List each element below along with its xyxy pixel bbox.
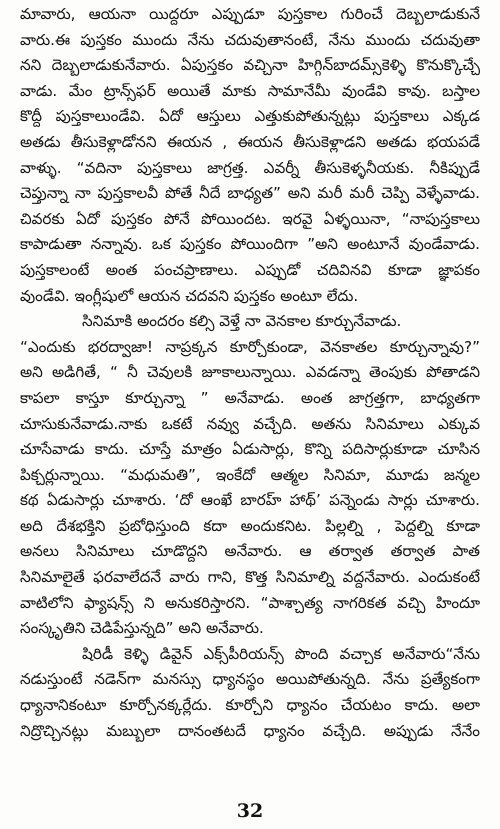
- text-line: చెప్తున్నా నా పుస్తకాలవీ పోతే నీదే బాధ్యత” అని మరీ మరీ చెప్పి వెళ్ళేవాడు.: [20, 184, 480, 203]
- text-line: చివరకు ఏదో పుస్తకం పోనే పోయిందట. ఇరవై ఏళ్ళయినా, “నాపుస్తకాలు: [20, 209, 480, 228]
- text-line: అది దేశభక్తిని ప్రబోధిస్తుంది కదా అందుకనిట. పిల్లల్ని , పెద్దల్ని కూడా: [20, 516, 480, 535]
- paragraph-start-line: షిరిడీ కెళ్ళి డివైన్ ఎక్స్‌పీరియన్స్ పొంది వచ్చాక అనేవారు“నేను: [82, 644, 480, 663]
- text-line: వుండేవి. ఇంగ్లీషులో ఆయన చదవని పుస్తకం అంటూ లేదు.: [20, 286, 359, 305]
- text-line: అని అడిగితే, “ నీ చెవులకి జూకాలున్నాయి. ఎవడన్నా తెంపుకు పోతాడని: [20, 363, 480, 382]
- text-line: మావారు, ఆయనా యిద్దరూ ఎప్పుడూ పుస్తకాల గురించే దెబ్బలాడుకునే: [20, 5, 480, 23]
- text-line: వారు.ఈ పుస్తకం ముందు నేను చదువుతానంటే, నేను ముందు చదువుతా: [20, 30, 480, 49]
- text-line: అనలు సినిమాలు చూడొద్దని అనేవారు. ఆ తర్వాత తర్వాత పాత: [20, 542, 480, 561]
- text-line: చూసేవాడు కాదు. చూస్తే మాత్రం ఏడుసార్లు, కొన్ని పదిసార్లుకూడా చూసిన: [20, 440, 480, 459]
- text-line: పుస్తకాలంటే అంత పంచప్రాణాలు. ఎప్పుడో చదివినవి కూడా జ్ఞాపకం: [20, 260, 480, 279]
- text-line: కొద్దీ పుస్తకాలుండేవి. ఏదో ఆస్తులు ఎత్తుకుపోతున్నట్లు పుస్తకాలు ఎక్కడ: [20, 107, 480, 126]
- text-line: నడుస్తుంటే నడెన్‌గా మనస్సు ధ్యానస్థం అయిపోతున్నది. నేను ప్రత్యేకంగా: [20, 670, 480, 689]
- text-line: ధ్యానానికంటూ కూర్చోనక్కర్లేదు. కూర్చోని ధ్యానం చేయటం కాదు. అలా: [20, 696, 480, 715]
- text-line: వాళ్ళు. “వదినా పుస్తకాలు జాగ్రత్త. ఎవర్నీ తీసుకెళ్ళనీయకు. నీకిప్పుడే: [20, 158, 480, 177]
- text-line: అతడు తీసుకెళ్లాడోనని ఈయన , ఈయన తీసుకెళ్లాడని అతడు భయపడే: [20, 132, 480, 151]
- body-text: [20, 2, 480, 744]
- text-line: వాడు. మేం ట్రాన్స్‌ఫర్ అయితే మాకు సామానేమీ వుండేవి కావు. బస్తాల: [20, 81, 480, 100]
- text-line: సంస్కృతిని చెడిపేస్తున్నది” అని అనేవారు.: [20, 619, 264, 638]
- text-line: కాపాడుతా నన్నావు. ఒక పుస్తకం పోయిందిగా ”అని అంటూనే వుండేవాడు.: [20, 235, 480, 254]
- text-line: “ఎందుకు భరద్వాజా! నాప్రక్కన కూర్చోకుండా, వెనకాతల కూర్చున్నావు?”: [20, 337, 480, 356]
- text-line: కాపలా కాస్తూ కూర్చున్నా ” అనేవాడు. అంత జాగ్రత్తగా, బాధ్యతగా: [20, 388, 480, 407]
- text-line: చూసుకునేవాడు.నాకు ఒకటే నవ్వు వచ్చేది. అతను సినిమాలు ఎక్కువ: [20, 414, 480, 433]
- text-line: పిక్చర్లున్నాయి. “మధుమతి”, ఇంకేదో ఆత్మల సినిమా, మూడు జన్మల: [20, 465, 480, 484]
- text-line: వాటిలోని ఫ్యాషన్స్ ని అనుకరిస్తారని. “పాశ్చాత్య నాగరికత వచ్చి హిందూ: [20, 593, 480, 612]
- paragraph-start-line: సినిమాకి అందరం కల్సి వెళ్తే నా వెనకాల కూర్చునేవాడు.: [82, 312, 402, 331]
- text-line: సినిమాలైతే ఫరవాలేదనే వారు గాని, కొత్త సినిమాల్ని వద్దనేవారు. ఎందుకంటే: [20, 568, 480, 587]
- text-line: నిద్రొచ్చినట్లు మబ్బులా దానంతటదే ధ్యానం వచ్చేది. అప్పుడు నేనేం: [20, 721, 480, 740]
- text-line: నని దెబ్బలాడుకునేవారు. ఏపుస్తకం వచ్చినా హిగ్గిన్‌బాదమ్స్‌కెళ్ళి కొనుక్కొచ్చే: [20, 56, 480, 75]
- page-number: 32: [236, 800, 264, 822]
- text-line: కథ ఏడుసార్లు చూశారు. ‘దో ఆంఖే బారహ్ హాథ్’ పన్నెండు సార్లు చూశారు.: [20, 491, 480, 510]
